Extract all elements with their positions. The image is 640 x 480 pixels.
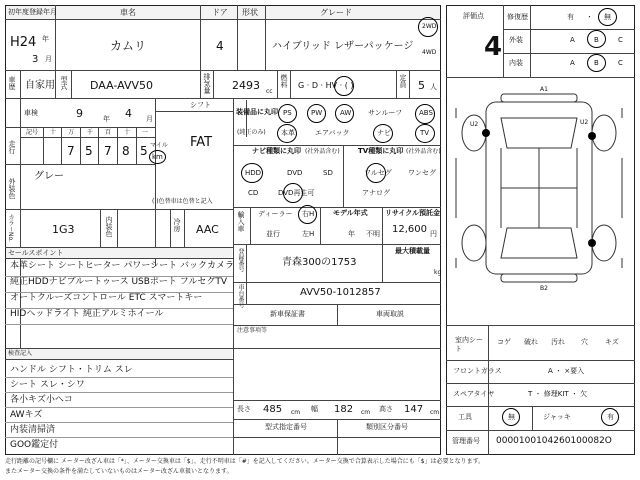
equip-circle-leather (277, 124, 297, 143)
height-value: 147 (404, 404, 424, 415)
ext-grade-circle (587, 30, 606, 48)
equip-circle-aw (335, 104, 354, 123)
inspector-note-line: ハンドル シフト・トリム スレ (10, 365, 133, 375)
tv-item: アナログ (362, 189, 390, 197)
footer-note: またメーター交換の条件を満たしていないものはメーター改ざん車扱いとなります。 (5, 468, 233, 475)
grade-value: ハイブリッド レザーパッケージ (272, 41, 414, 52)
mileage-digit: 8 (122, 144, 130, 158)
equip-circle-navi (373, 124, 393, 143)
inspection-year: 9 (76, 107, 83, 120)
inspector-note-line: 内装清掃済 (10, 425, 56, 435)
equip-item: エアバック (315, 129, 350, 137)
int-grade-circle (587, 54, 606, 72)
fuel-hv-circle (334, 76, 354, 96)
shift-value: FAT (190, 135, 213, 150)
damage-label: B2 (540, 285, 548, 292)
navi-item: DVD (287, 169, 303, 177)
mgmt-number: 0000100104260100082O (496, 436, 612, 446)
inspector-note-line: 各小キズ小ヘコ (10, 395, 73, 405)
plate-value: 青森300の1753 (282, 257, 357, 268)
mileage-digit: 5 (85, 144, 93, 158)
equip-circle-tv (415, 124, 435, 143)
inspector-note-line: シート スレ・シワ (10, 380, 85, 390)
mileage-digit: 7 (67, 144, 75, 158)
capacity-value: 5 (418, 79, 425, 92)
repair-none-circle (598, 8, 617, 26)
equip-item: PW (311, 109, 323, 117)
displacement-value: 2493 (232, 79, 260, 92)
damage-label: A1 (540, 86, 548, 93)
tv-item: ワンセグ (408, 169, 436, 177)
equip-circle-ps (278, 104, 297, 123)
equip-item: TV (420, 129, 430, 137)
color-no-value: 1G3 (52, 223, 75, 236)
equip-item: 本革 (281, 129, 295, 137)
navi-item: HDD (245, 169, 262, 177)
damage-label: U2 (580, 119, 589, 126)
equip-item: ナビ (377, 129, 391, 137)
equip-item: PS (283, 109, 292, 117)
width-value: 182 (334, 404, 354, 415)
car-damage-diagram (446, 78, 635, 323)
selling-point-line: HIDヘッドライト 純正アルミホイール (10, 309, 164, 319)
drive-2wd-circle (418, 17, 438, 37)
navi-item: CD (248, 189, 259, 197)
tv-item: フルセグ (364, 169, 392, 177)
damage-label: U2 (470, 121, 479, 128)
ac-value: AAC (196, 223, 219, 236)
inspection-month: 4 (125, 107, 132, 120)
mileage-digit: 7 (104, 144, 112, 158)
inspector-note-line: AWキズ (10, 410, 43, 420)
mileage-digit: 5 (140, 144, 148, 158)
tv-circle-fullseg (366, 163, 386, 183)
equip-item: ABS (419, 109, 433, 117)
selling-point-line: 本革シート シートヒーター パワーシート バックカメラ (10, 261, 235, 271)
recycle-value: 12,600 (392, 224, 427, 235)
equip-item: AW (340, 109, 352, 117)
navi-circle-dvd-play (283, 183, 303, 203)
import-right-circle (298, 205, 317, 224)
car-name-label: 車名 (120, 8, 136, 17)
selling-point-line: 純正HDDナビブルートゥース USBポート フルセグTV (10, 277, 228, 287)
equip-item: サンルーフ (368, 109, 403, 117)
exterior-color: グレー (34, 171, 64, 182)
reg-era: H24 (10, 35, 37, 50)
score-value: 4 (484, 32, 503, 62)
navi-circle-hdd (241, 163, 263, 183)
doors-value: 4 (216, 39, 224, 53)
km-circle (149, 150, 166, 164)
equip-circle-abs (415, 104, 435, 124)
selling-point-line: オートクルーズコントロール ETC スマートキー (10, 293, 203, 303)
reg-month: 3 (32, 54, 39, 65)
fuel-options: G · D · HV · ( ) (298, 81, 354, 90)
reg-year-label: 初年度登録年月 (8, 8, 57, 16)
tools-none-circle (502, 408, 520, 426)
car-name: カムリ (110, 39, 147, 53)
jack-yes-circle (601, 408, 619, 426)
navi-item: DVD再生可 (278, 189, 315, 197)
inspector-note-line: GOO鑑定付 (10, 440, 59, 450)
chassis-value: AVV50-1012857 (300, 287, 381, 298)
model-value: DAA-AVV50 (90, 79, 153, 92)
navi-item: SD (323, 169, 333, 177)
footer-note: 走行距離の記号欄に メーター改ざん車は「*」、メーター交換車は「$」、走行不明車は「#」を記入してください。メーター交換で合算表示した場合にも「$」は必要となります。 (5, 458, 485, 465)
use-value: 自家用 (25, 80, 55, 91)
equip-circle-pw (307, 104, 326, 123)
length-value: 485 (263, 404, 283, 415)
